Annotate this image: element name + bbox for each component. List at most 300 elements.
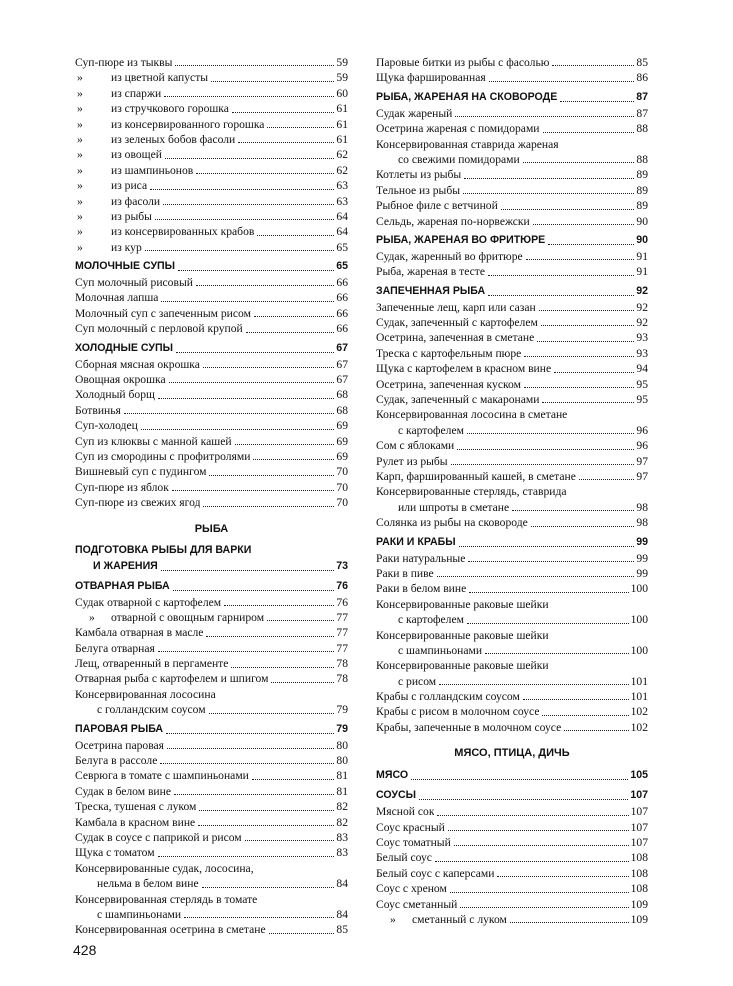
toc-entry[interactable] xyxy=(75,815,348,830)
toc-entry-text: РЫБА, ЖАРЕНАЯ ВО ФРИТЮРЕ xyxy=(376,233,546,246)
dot-leader xyxy=(526,259,635,260)
toc-page-number: 107 xyxy=(630,820,648,834)
toc-entry-title xyxy=(376,820,445,835)
toc-entry-text: Судак, запеченный с картофелем xyxy=(376,316,538,330)
dot-leader xyxy=(235,444,335,445)
toc-entry-title xyxy=(376,106,452,121)
toc-entry-text: Овощная окрошка xyxy=(75,373,166,387)
toc-page-number: 95 xyxy=(636,377,648,391)
toc-entry-title xyxy=(376,674,436,689)
toc-entry-text: Сельдь, жареная по-норвежски xyxy=(376,214,530,228)
dot-leader xyxy=(202,887,335,888)
toc-page-number: 98 xyxy=(636,516,648,530)
toc-entry-title xyxy=(75,194,160,209)
toc-entry[interactable] xyxy=(75,275,348,290)
toc-entry-title xyxy=(376,767,408,784)
toc-page-number: 86 xyxy=(636,71,648,85)
toc-entry[interactable] xyxy=(376,121,648,136)
toc-entry[interactable] xyxy=(376,720,648,735)
toc-entry[interactable] xyxy=(75,784,348,799)
toc-entry[interactable] xyxy=(75,449,348,464)
toc-entry[interactable] xyxy=(75,306,348,321)
dot-leader xyxy=(468,561,634,562)
toc-entry-text: Раки натуральные xyxy=(376,551,466,565)
toc-entry-title xyxy=(75,86,161,101)
toc-page-number: 65 xyxy=(336,240,348,254)
dot-leader xyxy=(169,382,335,383)
toc-entry-title xyxy=(376,330,534,345)
toc-entry[interactable] xyxy=(376,361,648,376)
toc-entry-title xyxy=(75,434,232,449)
toc-entry[interactable] xyxy=(75,372,348,387)
toc-page-number: 61 xyxy=(336,117,348,131)
toc-entry[interactable] xyxy=(376,881,648,896)
toc-entry-title xyxy=(75,240,142,255)
dot-leader xyxy=(489,81,635,82)
toc-entry-text: Суп из смородины с профитролями xyxy=(75,449,251,463)
dot-leader xyxy=(164,96,334,97)
toc-entry-title xyxy=(75,132,235,147)
toc-entry[interactable] xyxy=(376,469,648,484)
toc-entry-title xyxy=(75,784,171,799)
toc-entry-text: из кур xyxy=(111,240,142,254)
dot-leader xyxy=(196,173,334,174)
toc-entry-text: Рыбное филе с ветчиной xyxy=(376,199,498,213)
toc-entry[interactable] xyxy=(75,641,348,656)
dot-leader xyxy=(510,922,629,923)
toc-entry-title xyxy=(376,70,486,85)
toc-entry[interactable] xyxy=(376,897,648,912)
dot-leader xyxy=(141,429,335,430)
toc-entry-title xyxy=(75,495,200,510)
toc-entry-continuation[interactable] xyxy=(75,907,348,922)
dot-leader xyxy=(512,510,634,511)
toc-entry[interactable] xyxy=(376,315,648,330)
toc-subentry[interactable] xyxy=(75,610,348,625)
toc-entry[interactable] xyxy=(75,595,348,610)
toc-entry-text: Рыба, жареная в тесте xyxy=(376,265,485,279)
dot-leader xyxy=(437,576,635,577)
ditto-mark: » xyxy=(77,194,83,208)
toc-entry-continuation[interactable] xyxy=(75,876,348,891)
toc-entry[interactable] xyxy=(75,387,348,402)
toc-entry[interactable] xyxy=(376,551,648,566)
toc-entry-text: И ЖАРЕНИЯ xyxy=(93,559,158,572)
dot-leader xyxy=(267,620,334,621)
dot-leader xyxy=(254,316,334,317)
dot-leader xyxy=(253,459,334,460)
toc-entry-first-line: Консервированные раковые шейки xyxy=(376,597,549,611)
dot-leader xyxy=(533,224,635,225)
toc-subentry[interactable] xyxy=(75,224,348,239)
toc-heading[interactable] xyxy=(75,258,348,275)
toc-page-number: 95 xyxy=(636,393,648,407)
toc-entry[interactable] xyxy=(376,70,648,85)
toc-entry[interactable] xyxy=(376,167,648,182)
dot-leader xyxy=(238,142,334,143)
dot-leader xyxy=(199,810,334,811)
toc-entry-text: Молочная лапша xyxy=(75,291,159,305)
toc-page-number: 61 xyxy=(336,132,348,146)
toc-entry[interactable] xyxy=(75,738,348,753)
toc-entry-first-line: Консервированные раковые шейки xyxy=(376,628,549,642)
toc-subentry[interactable] xyxy=(376,912,648,927)
toc-entry-text: СОУСЫ xyxy=(376,789,416,802)
toc-entry[interactable] xyxy=(376,689,648,704)
toc-entry-text: Соус томатный xyxy=(376,836,451,849)
toc-subentry[interactable] xyxy=(75,117,348,132)
toc-entry-text: или шпроты в сметане xyxy=(398,500,510,514)
toc-page-number: 82 xyxy=(336,800,348,814)
toc-page-number: 92 xyxy=(636,316,648,330)
toc-subentry[interactable] xyxy=(75,70,348,85)
ditto-mark: » xyxy=(77,117,83,131)
dot-leader xyxy=(166,733,334,734)
toc-page-number: 76 xyxy=(336,595,348,609)
toc-subentry[interactable] xyxy=(75,163,348,178)
toc-page-number: 91 xyxy=(636,249,648,263)
dot-leader xyxy=(231,667,334,668)
toc-heading[interactable] xyxy=(376,534,648,551)
ditto-mark: » xyxy=(77,71,83,85)
toc-entry[interactable] xyxy=(75,290,348,305)
dot-leader xyxy=(124,413,335,414)
toc-entry-text: Консервированная осетрина в сметане xyxy=(75,923,266,937)
toc-entry-title xyxy=(75,224,254,239)
ditto-mark: » xyxy=(77,148,83,162)
toc-entry[interactable] xyxy=(376,106,648,121)
dot-leader xyxy=(158,651,335,652)
toc-right-column xyxy=(376,55,648,927)
toc-page-number: 80 xyxy=(336,738,348,752)
toc-entry-text: Треска с картофельным пюре xyxy=(376,346,522,360)
toc-entry-continuation[interactable] xyxy=(376,674,648,689)
toc-entry-title xyxy=(75,117,264,132)
dot-leader xyxy=(271,682,334,683)
toc-page-number: 100 xyxy=(630,582,648,596)
toc-subentry[interactable] xyxy=(75,86,348,101)
toc-page-number: 96 xyxy=(636,439,648,453)
dot-leader xyxy=(543,132,635,133)
toc-entry[interactable] xyxy=(75,418,348,433)
ditto-mark: » xyxy=(77,240,83,254)
toc-entry-text: Молочный суп с запеченным рисом xyxy=(75,306,251,320)
toc-entry-title xyxy=(376,249,523,264)
toc-entry-text: с рисом xyxy=(398,674,437,688)
dot-leader xyxy=(560,101,634,102)
dot-leader xyxy=(232,112,335,113)
toc-heading[interactable] xyxy=(376,89,648,106)
dot-leader xyxy=(554,372,634,373)
dot-leader xyxy=(455,116,634,117)
toc-entry-text: Осетрина жареная с помидорами xyxy=(376,122,540,136)
toc-page-number: 87 xyxy=(636,90,648,103)
toc-heading[interactable] xyxy=(376,232,648,249)
toc-entry-text: Сом с яблоками xyxy=(376,439,455,453)
toc-page-number: 70 xyxy=(336,465,348,479)
toc-entry-title xyxy=(376,804,434,819)
toc-subentry[interactable] xyxy=(75,147,348,162)
toc-entry-title xyxy=(75,258,175,275)
toc-entry-continuation[interactable] xyxy=(376,643,648,658)
toc-entry[interactable] xyxy=(376,214,648,229)
dot-leader xyxy=(211,81,334,82)
dot-leader xyxy=(464,178,634,179)
toc-entry-text: из цветной капусты xyxy=(111,71,209,85)
toc-entry-title xyxy=(75,876,199,891)
toc-entry-text: Лещ, отваренный в пергаменте xyxy=(75,657,229,671)
toc-entry[interactable] xyxy=(75,845,348,860)
toc-entry-title xyxy=(376,720,561,735)
dot-leader xyxy=(439,684,629,685)
toc-page-number: 77 xyxy=(336,641,348,655)
toc-entry[interactable] xyxy=(376,820,648,835)
toc-page-number: 109 xyxy=(630,897,648,911)
toc-entry-title xyxy=(376,787,416,804)
dot-leader xyxy=(542,402,634,403)
toc-entry[interactable] xyxy=(376,515,648,530)
dot-leader xyxy=(579,479,635,480)
toc-entry-title xyxy=(376,89,557,106)
toc-page-number: 79 xyxy=(336,722,348,735)
toc-entry-title xyxy=(75,101,229,116)
dot-leader xyxy=(206,636,334,637)
toc-entry-text: Карп, фаршированный кашей, в сметане xyxy=(376,469,576,483)
toc-entry-text: Суп молочный рисовый xyxy=(75,276,193,290)
toc-entry[interactable] xyxy=(75,768,348,783)
toc-entry-text: Судак отварной с картофелем xyxy=(75,595,222,609)
toc-page-number: 100 xyxy=(630,613,648,627)
toc-entry[interactable] xyxy=(376,55,648,70)
toc-page-number: 91 xyxy=(636,265,648,279)
toc-page-number: 89 xyxy=(636,199,648,213)
toc-entry-title xyxy=(376,55,549,70)
toc-entry[interactable] xyxy=(75,403,348,418)
toc-entry-text: Судак, жаренный во фритюре xyxy=(376,249,523,263)
toc-page-number: 68 xyxy=(336,388,348,402)
dot-leader xyxy=(176,352,334,353)
toc-entry[interactable] xyxy=(376,392,648,407)
toc-heading[interactable] xyxy=(75,340,348,357)
ditto-mark: » xyxy=(77,225,83,239)
toc-entry[interactable] xyxy=(75,625,348,640)
dot-leader xyxy=(174,794,334,795)
toc-page-number: 100 xyxy=(630,643,648,657)
toc-entry-title xyxy=(75,922,266,937)
dot-leader xyxy=(469,592,628,593)
dot-leader xyxy=(167,748,334,749)
toc-page-number: 66 xyxy=(336,276,348,290)
dot-leader xyxy=(501,209,635,210)
dot-leader xyxy=(203,367,335,368)
toc-entry-text: Паровые битки из рыбы с фасолью xyxy=(376,55,550,69)
toc-entry[interactable] xyxy=(376,330,648,345)
toc-page-number: 85 xyxy=(336,923,348,937)
toc-page-number: 101 xyxy=(630,674,648,688)
toc-entry-text: с картофелем xyxy=(398,613,464,627)
toc-heading[interactable] xyxy=(376,283,648,300)
toc-entry[interactable] xyxy=(75,55,348,70)
toc-subentry[interactable] xyxy=(75,132,348,147)
toc-entry-title xyxy=(376,392,539,407)
toc-entry-title xyxy=(376,152,520,167)
dot-leader xyxy=(145,250,335,251)
toc-page-number: 59 xyxy=(336,55,348,69)
toc-entry-text: из стручкового горошка xyxy=(111,102,229,116)
toc-entry-title xyxy=(75,306,251,321)
toc-page-number: 97 xyxy=(636,454,648,468)
dot-leader xyxy=(450,892,629,893)
toc-entry-text: Осетрина паровая xyxy=(75,738,165,752)
toc-entry-title xyxy=(376,121,540,136)
dot-leader xyxy=(173,590,334,591)
toc-entry-text: с шампиньонами xyxy=(398,643,483,657)
toc-entry-text: из рыбы xyxy=(111,209,152,223)
toc-entry-continuation[interactable] xyxy=(376,612,648,627)
toc-entry-text: из овощей xyxy=(111,148,162,162)
toc-page-number: 70 xyxy=(336,496,348,510)
toc-heading[interactable] xyxy=(75,721,348,738)
toc-page-number: 70 xyxy=(336,480,348,494)
toc-entry-title xyxy=(376,551,465,566)
toc-page-number: 107 xyxy=(630,789,648,802)
toc-entry[interactable] xyxy=(75,656,348,671)
toc-entry-first-line: Консервированная ставрида жареная xyxy=(376,137,559,151)
toc-entry[interactable] xyxy=(376,835,648,850)
toc-entry[interactable] xyxy=(75,357,348,372)
toc-entry-text: Камбала отварная в масле xyxy=(75,626,204,640)
toc-entry[interactable] xyxy=(376,704,648,719)
toc-entry-text: Суп из клюквы с манной кашей xyxy=(75,434,232,448)
toc-entry[interactable] xyxy=(75,799,348,814)
toc-page-number: 107 xyxy=(630,836,648,849)
dot-leader xyxy=(548,244,634,245)
toc-entry-first-line: Консервированная лососина xyxy=(75,687,216,701)
toc-page-number: 77 xyxy=(336,610,348,624)
toc-entry[interactable] xyxy=(75,672,348,687)
toc-page-number: 73 xyxy=(336,559,348,572)
dot-leader xyxy=(150,189,334,190)
dot-leader xyxy=(196,285,334,286)
toc-entry[interactable] xyxy=(75,321,348,336)
toc-entry-title xyxy=(376,500,509,515)
toc-entry[interactable] xyxy=(75,434,348,449)
toc-entry[interactable] xyxy=(75,753,348,768)
toc-entry-text: Белый соус xyxy=(376,851,432,865)
toc-entry-text: нельма в белом вине xyxy=(97,877,199,891)
toc-entry-title xyxy=(376,912,507,927)
toc-entry[interactable] xyxy=(376,866,648,881)
toc-page-number: 90 xyxy=(636,233,648,246)
toc-entry-title xyxy=(75,163,193,178)
toc-entry-text: Соус с хреном xyxy=(376,882,447,896)
toc-entry-title xyxy=(75,480,169,495)
toc-entry[interactable] xyxy=(376,581,648,596)
toc-heading[interactable] xyxy=(376,767,648,784)
toc-entry[interactable] xyxy=(376,264,648,279)
dot-leader xyxy=(209,475,334,476)
toc-entry-continuation[interactable] xyxy=(376,152,648,167)
toc-entry-continuation[interactable] xyxy=(75,702,348,717)
toc-entry[interactable] xyxy=(75,480,348,495)
toc-entry[interactable] xyxy=(75,922,348,937)
toc-entry-title xyxy=(75,845,155,860)
toc-subentry[interactable] xyxy=(75,240,348,255)
toc-entry-text: Севрюга в томате с шампиньонами xyxy=(75,769,249,783)
toc-entry-text: Суп-холодец xyxy=(75,419,138,433)
toc-entry-text: Осетрина, запеченная в сметане xyxy=(376,331,535,345)
dot-leader xyxy=(158,398,334,399)
toc-entry[interactable] xyxy=(75,495,348,510)
toc-page-number: 78 xyxy=(336,657,348,671)
toc-entry[interactable] xyxy=(376,804,648,819)
toc-entry-title xyxy=(75,702,206,717)
toc-entry-text: Крабы с голландским соусом xyxy=(376,690,520,704)
toc-entry-title xyxy=(376,438,454,453)
dot-leader xyxy=(552,65,634,66)
toc-entry[interactable] xyxy=(376,198,648,213)
toc-entry-title xyxy=(75,641,155,656)
toc-entry[interactable] xyxy=(376,300,648,315)
toc-entry[interactable] xyxy=(376,850,648,865)
toc-entry[interactable] xyxy=(75,830,348,845)
toc-subentry[interactable] xyxy=(75,194,348,209)
toc-page-number: 93 xyxy=(636,331,648,345)
toc-entry-title xyxy=(376,346,521,361)
toc-entry-first-line: Консервированная лососина в сметане xyxy=(376,408,568,422)
toc-entry[interactable] xyxy=(376,454,648,469)
toc-entry-title xyxy=(75,738,164,753)
dot-leader xyxy=(463,193,634,194)
ditto-mark: » xyxy=(77,132,83,146)
toc-entry-title xyxy=(75,656,228,671)
toc-entry-title xyxy=(75,595,221,610)
toc-entry-continuation[interactable] xyxy=(376,500,648,515)
toc-entry[interactable] xyxy=(376,566,648,581)
toc-entry-text: Раки в белом вине xyxy=(376,582,467,596)
toc-heading[interactable] xyxy=(75,558,348,575)
toc-entry[interactable] xyxy=(376,249,648,264)
toc-entry[interactable] xyxy=(75,464,348,479)
toc-entry-title xyxy=(75,558,158,575)
toc-entry-title xyxy=(75,357,200,372)
dot-leader xyxy=(246,332,335,333)
toc-entry[interactable] xyxy=(376,438,648,453)
toc-entry[interactable] xyxy=(376,377,648,392)
dot-leader xyxy=(184,917,334,918)
toc-page-number: 66 xyxy=(336,322,348,336)
toc-subentry[interactable] xyxy=(75,101,348,116)
toc-entry-continuation[interactable] xyxy=(376,423,648,438)
toc-page-number: 94 xyxy=(636,362,648,376)
toc-subentry[interactable] xyxy=(75,209,348,224)
dot-leader xyxy=(539,310,635,311)
toc-page-number: 62 xyxy=(336,148,348,162)
toc-entry-title xyxy=(75,578,170,595)
toc-heading[interactable] xyxy=(75,578,348,595)
toc-page-number: 99 xyxy=(636,551,648,565)
toc-page-number: 62 xyxy=(336,163,348,177)
dot-leader xyxy=(165,158,334,159)
toc-entry[interactable] xyxy=(376,183,648,198)
toc-entry-first-line: Консервированные стерлядь, ставрида xyxy=(376,485,567,499)
toc-entry-title xyxy=(376,689,520,704)
dot-leader xyxy=(457,449,634,450)
toc-entry-text: Сборная мясная окрошка xyxy=(75,357,200,371)
toc-heading[interactable] xyxy=(376,787,648,804)
toc-entry[interactable] xyxy=(376,346,648,361)
toc-subentry[interactable] xyxy=(75,178,348,193)
